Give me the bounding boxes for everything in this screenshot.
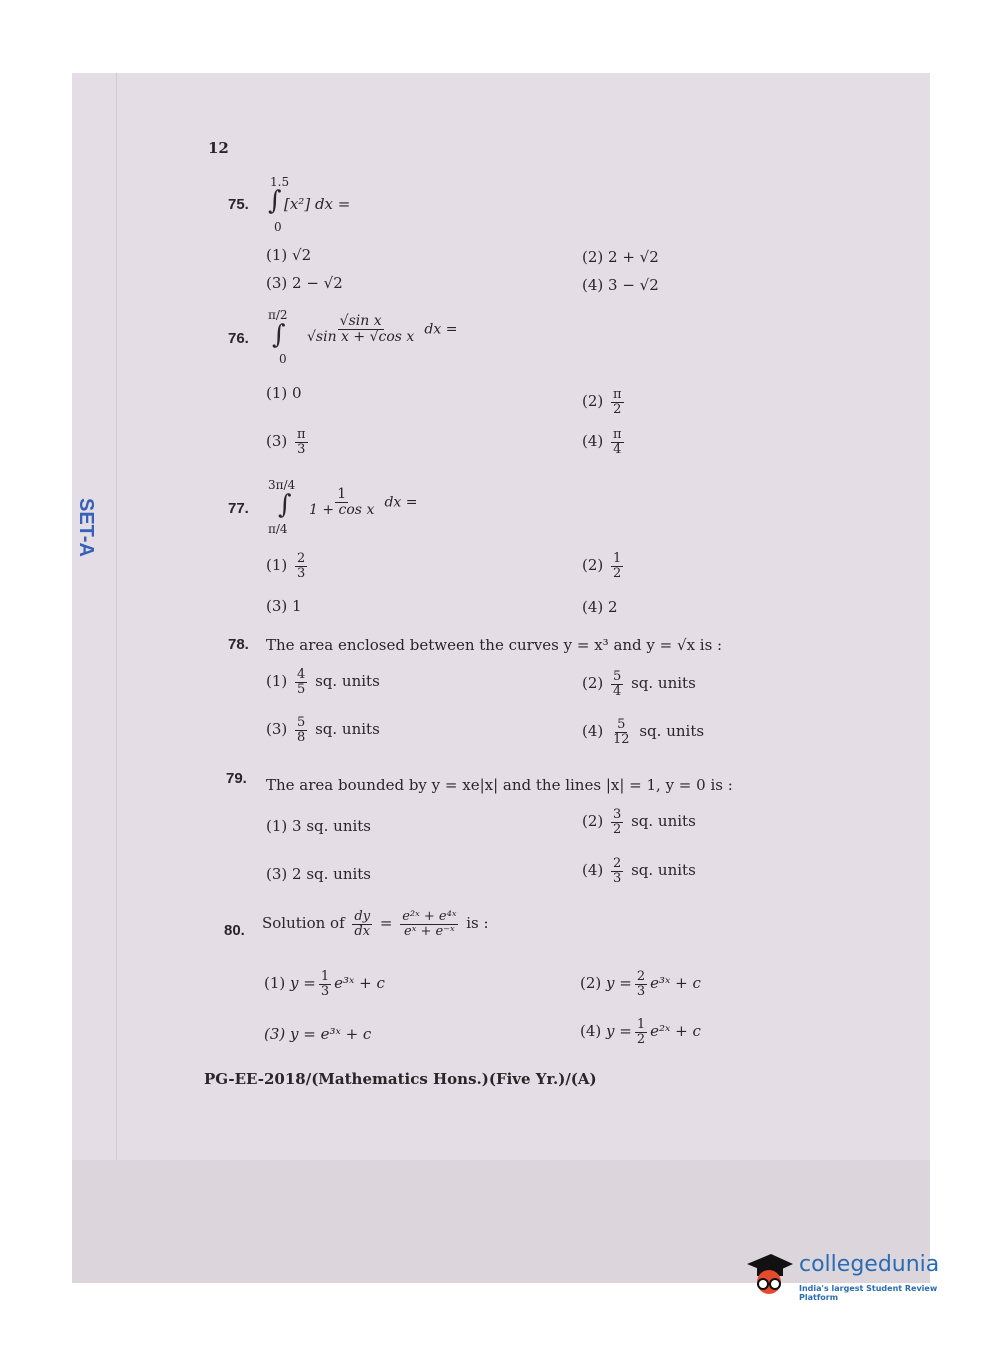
q76-option-2-label: (2): [582, 392, 604, 411]
q80-option-4-post: e²ˣ + c: [650, 1022, 701, 1041]
q76-option-3: [266, 428, 311, 456]
q75-upper-limit: 1.5: [270, 175, 290, 189]
q80-option-4-fraction: [635, 1018, 647, 1046]
logo-tagline: India's largest Student Review Platform: [799, 1284, 938, 1302]
q80-dy: dy: [354, 909, 371, 924]
q78-option-1-den: 5: [297, 681, 306, 697]
q79-option-2-fraction: [611, 808, 623, 836]
q78-option-2: [582, 670, 696, 698]
q76-upper-limit: π/2: [268, 308, 288, 322]
q75-number: 75.: [228, 196, 249, 213]
q79-option-2-den: 2: [613, 821, 622, 837]
q76-option-3-fraction: [295, 428, 308, 456]
q76-option-4-fraction: [611, 428, 624, 456]
q79-option-4-den: 3: [613, 870, 622, 886]
q78-option-3-fraction: [295, 716, 307, 744]
q80-option-2-num: 2: [636, 969, 646, 984]
q78-option-4-unit: sq. units: [639, 722, 705, 741]
q78-option-3-unit: sq. units: [315, 720, 380, 739]
q75-option-1: (1) √2: [266, 246, 312, 264]
q77-integrand: [304, 487, 417, 517]
q76-option-3-label: (3): [266, 432, 288, 451]
q80-option-2-pre: y =: [606, 974, 632, 993]
footer-code: PG-EE-2018/(Mathematics Hons.)(Five Yr.)/(A): [204, 1070, 597, 1088]
q78-number: 78.: [228, 636, 249, 653]
q80-number: 80.: [224, 922, 245, 939]
q76-lower-limit: 0: [279, 352, 287, 366]
q76-option-1: (1) 0: [266, 384, 302, 402]
q78-text: The area enclosed between the curves y = x³ and y = √x is :: [266, 636, 723, 654]
q77-option-1-fraction: [295, 552, 307, 580]
q80-option-1-fraction: [319, 970, 331, 998]
q75-lower-limit: 0: [274, 220, 282, 234]
collegedunia-logo: [743, 1248, 973, 1318]
page-number: 12: [208, 139, 229, 157]
q80-option-1-den: 3: [320, 983, 330, 999]
q80-lead: Solution of: [262, 914, 345, 933]
q80-option-1: [264, 970, 385, 998]
logo-name: collegedunia: [799, 1252, 940, 1277]
side-stamp-text: SET-A: [75, 498, 97, 557]
q77-denominator: 1 + cos x: [309, 501, 375, 518]
q77-integral-sign: ∫: [278, 490, 292, 520]
q78-option-3-den: 8: [297, 729, 306, 745]
q76-option-2-fraction: [611, 388, 624, 416]
q79-option-2-label: (2): [582, 812, 604, 831]
q78-option-1-fraction: [295, 668, 307, 696]
q77-option-2-fraction: [611, 552, 623, 580]
q77-option-2: [582, 552, 626, 580]
q77-numerator: 1: [337, 486, 347, 502]
q77-option-1-den: 3: [297, 565, 306, 581]
q80-fraction: [400, 910, 458, 938]
q79-option-1: (1) 3 sq. units: [266, 817, 372, 835]
q77-number: 77.: [228, 500, 249, 517]
q80-option-4-label: (4): [580, 1022, 602, 1041]
q77-option-4: (4) 2: [582, 598, 618, 616]
q80-option-2-den: 3: [636, 983, 646, 999]
q75-option-4: (4) 3 − √2: [582, 276, 659, 294]
q80-numerator: e²ˣ + e⁴ˣ: [402, 909, 457, 924]
q76-integrand: [302, 314, 457, 344]
q77-tail: dx =: [384, 494, 418, 511]
q78-option-2-unit: sq. units: [631, 674, 696, 693]
mascot-icon: [743, 1248, 793, 1298]
side-stamp: [64, 496, 97, 592]
q78-option-2-label: (2): [582, 674, 604, 693]
q76-fraction: [305, 314, 416, 344]
q79-option-2-unit: sq. units: [631, 812, 696, 831]
q80-equation: [262, 910, 489, 938]
q80-option-1-pre: y =: [290, 974, 316, 993]
q79-number: 79.: [226, 770, 247, 787]
q77-option-1-num: 2: [297, 551, 306, 566]
q79-option-3: (3) 2 sq. units: [266, 865, 372, 883]
q77-lower-limit: π/4: [268, 522, 288, 536]
q80-derivative: [352, 910, 372, 938]
q80-option-1-label: (1): [264, 974, 286, 993]
q78-option-1-num: 4: [297, 667, 306, 682]
q79-option-4-fraction: [611, 857, 623, 885]
q78-option-3-label: (3): [266, 720, 288, 739]
q78-option-1-unit: sq. units: [315, 672, 380, 691]
q76-numerator: √sin x: [339, 313, 382, 329]
q80-option-1-post: e³ˣ + c: [334, 974, 385, 993]
q79-text: The area bounded by y = xe|x| and the lines |x| = 1, y = 0 is :: [266, 776, 733, 794]
q80-option-4-pre: y =: [606, 1022, 632, 1041]
q77-option-2-label: (2): [582, 556, 604, 575]
q76-number: 76.: [228, 330, 249, 347]
q75-option-2: (2) 2 + √2: [582, 248, 659, 266]
q77-option-1: [266, 552, 310, 580]
q78-option-4-num: 5: [617, 717, 626, 732]
q80-tail: is :: [466, 914, 489, 933]
q76-option-4-den: 4: [613, 441, 622, 457]
q80-equals: =: [379, 914, 393, 933]
q79-option-4: [582, 857, 696, 885]
q76-tail: dx =: [424, 321, 458, 338]
q76-option-4-label: (4): [582, 432, 604, 451]
q76-option-3-den: 3: [297, 441, 306, 457]
q78-option-3: [266, 716, 380, 744]
q75-integrand: [x²] dx =: [284, 195, 351, 213]
q78-option-2-fraction: [611, 670, 623, 698]
q76-option-2-den: 2: [613, 401, 622, 417]
q80-option-2-fraction: [635, 970, 647, 998]
q76-option-3-num: π: [297, 427, 306, 442]
q80-option-1-num: 1: [320, 969, 330, 984]
q78-option-2-num: 5: [613, 669, 622, 684]
q78-option-4: [582, 718, 704, 746]
q77-option-3: (3) 1: [266, 597, 302, 615]
q80-dx: dx: [354, 923, 371, 939]
q77-upper-limit: 3π/4: [268, 478, 296, 492]
q77-option-2-num: 1: [613, 551, 622, 566]
q75-option-3: (3) 2 − √2: [266, 274, 343, 292]
q80-denominator: eˣ + e⁻ˣ: [404, 923, 455, 939]
q80-option-4-den: 2: [636, 1031, 646, 1047]
q77-option-2-den: 2: [613, 565, 622, 581]
q78-option-4-fraction: [611, 718, 632, 746]
q80-option-2-label: (2): [580, 974, 602, 993]
q77-fraction: [307, 487, 376, 517]
q76-option-2: [582, 388, 627, 416]
q78-option-4-den: 12: [613, 731, 630, 747]
q79-option-4-num: 2: [613, 856, 622, 871]
q80-option-4-num: 1: [636, 1017, 646, 1032]
q76-integral-sign: ∫: [272, 320, 286, 350]
q79-option-4-label: (4): [582, 861, 604, 880]
q76-option-4-num: π: [613, 427, 622, 442]
q80-option-2: [580, 970, 701, 998]
q80-option-2-post: e³ˣ + c: [650, 974, 701, 993]
q75-integral-sign: ∫: [268, 186, 282, 216]
q76-denominator: √sin x + √cos x: [307, 328, 415, 345]
q78-option-2-den: 4: [613, 683, 622, 699]
q80-option-3: (3) y = e³ˣ + c: [264, 1025, 372, 1043]
q80-option-4: [580, 1018, 701, 1046]
q76-option-2-num: π: [613, 387, 622, 402]
q79-option-4-unit: sq. units: [631, 861, 696, 880]
q79-option-2: [582, 808, 696, 836]
q78-option-4-label: (4): [582, 722, 604, 741]
q78-option-3-num: 5: [297, 715, 306, 730]
q78-option-1-label: (1): [266, 672, 288, 691]
scanned-page: [72, 73, 930, 1283]
q79-option-2-num: 3: [613, 807, 622, 822]
q77-option-1-label: (1): [266, 556, 288, 575]
page-edge: [116, 73, 117, 1173]
q76-option-4: [582, 428, 627, 456]
q78-option-1: [266, 668, 380, 696]
